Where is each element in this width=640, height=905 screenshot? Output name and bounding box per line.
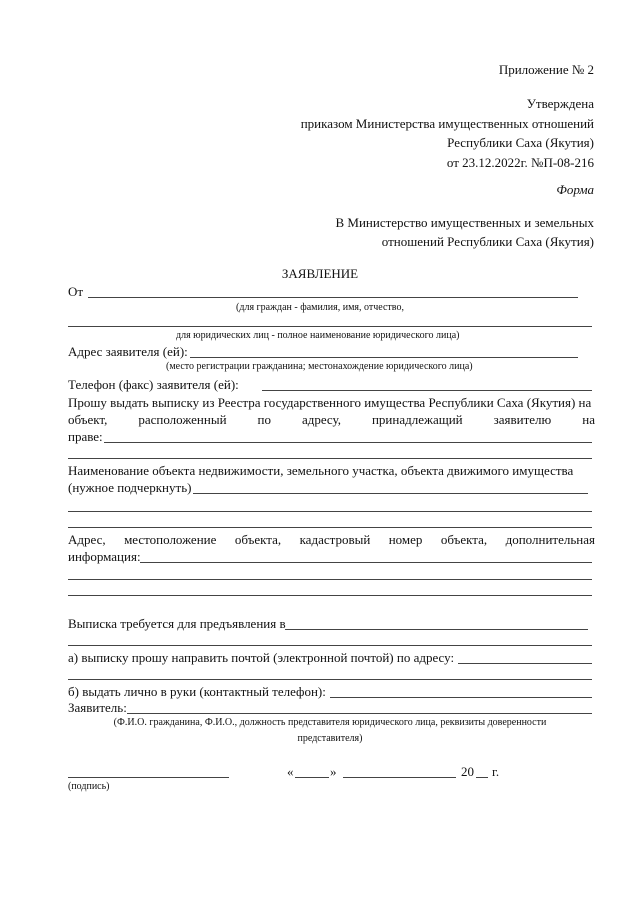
request-word: по: [257, 412, 271, 427]
option-b-label: б) выдать лично в руки (контактный телефон):: [68, 684, 326, 699]
right-field-line-2[interactable]: [68, 458, 592, 459]
applicant-field-line[interactable]: [127, 713, 592, 714]
request-word: заявителю: [493, 412, 552, 427]
from-hint-2: для юридических лиц - полное наименование юридического лица): [176, 330, 460, 341]
approval-line: Утверждена: [526, 96, 594, 111]
approval-block: [301, 94, 594, 172]
option-a-field-line[interactable]: [458, 663, 592, 664]
signature-line[interactable]: [68, 777, 229, 778]
document-title: ЗАЯВЛЕНИЕ: [281, 266, 359, 281]
option-a-field-line-2[interactable]: [68, 679, 592, 680]
from-hint: (для граждан - фамилия, имя, отчество,: [236, 302, 404, 313]
request-line-2: [68, 412, 595, 428]
phone-field-line[interactable]: [262, 390, 592, 391]
address-field-line[interactable]: [190, 357, 578, 358]
addressee-line: В Министерство имущественных и земельных: [335, 215, 594, 230]
approval-line: Республики Саха (Якутия): [447, 135, 594, 150]
date-year-line[interactable]: [476, 777, 488, 778]
from-field-line[interactable]: [88, 297, 578, 298]
info-field-line-3[interactable]: [68, 595, 592, 596]
request-word: объект,: [68, 412, 108, 427]
addressee-line: отношений Республики Саха (Якутия): [381, 234, 594, 249]
from-label: От: [68, 284, 84, 299]
phone-label: Телефон (факс) заявителя (ей):: [68, 377, 239, 392]
applicant-hint-1: (Ф.И.О. гражданина, Ф.И.О., должность представителя юридического лица, реквизиты доверенности: [113, 717, 547, 728]
option-b-field-line[interactable]: [330, 697, 592, 698]
info-label: информация:: [68, 549, 141, 564]
object-field-line[interactable]: [193, 493, 588, 494]
signature-hint: (подпись): [68, 781, 110, 792]
date-quote-open: «: [287, 764, 294, 779]
addr-word: Адрес,: [68, 532, 106, 547]
address-hint: (место регистрации гражданина; местонахождение юридического лица): [166, 361, 473, 372]
addressee-block: [335, 213, 594, 251]
addr-word: объекта,: [440, 532, 488, 547]
purpose-label: Выписка требуется для предъявления в: [68, 616, 286, 631]
applicant-hint-2: представителя): [297, 733, 363, 744]
right-label: праве:: [68, 429, 103, 444]
date-quote-close: »: [330, 764, 337, 779]
addr-word: кадастровый: [299, 532, 371, 547]
info-field-line-2[interactable]: [68, 579, 592, 580]
request-line-1: Прошу выдать выписку из Реестра государственного имущества Республики Саха (Якутия) на: [68, 395, 592, 410]
purpose-field-line-2[interactable]: [68, 645, 592, 646]
address-label: Адрес заявителя (ей):: [68, 344, 188, 359]
appendix-number: Приложение № 2: [498, 62, 594, 77]
purpose-field-line[interactable]: [285, 629, 588, 630]
object-field-line-2[interactable]: [68, 511, 592, 512]
right-field-line[interactable]: [104, 442, 592, 443]
request-word: адресу,: [301, 412, 341, 427]
request-word: принадлежащий: [371, 412, 463, 427]
date-month-line[interactable]: [343, 777, 456, 778]
approval-line: от 23.12.2022г. №П-08-216: [446, 154, 594, 170]
request-word: расположенный: [138, 412, 227, 427]
option-a-label: а) выписку прошу направить почтой (электронной почтой) по адресу:: [68, 650, 455, 665]
from-field-line-2[interactable]: [68, 326, 592, 327]
date-day-line[interactable]: [295, 777, 329, 778]
addr-word: номер: [388, 532, 423, 547]
object-line-2: (нужное подчеркнуть): [68, 480, 192, 495]
addr-line-1: [68, 532, 595, 548]
form-label: Форма: [556, 182, 594, 197]
object-line-1: Наименование объекта недвижимости, земельного участка, объекта движимого имущества: [68, 463, 574, 478]
year-suffix: г.: [492, 764, 500, 779]
addr-word: дополнительная: [505, 532, 595, 547]
info-field-line[interactable]: [140, 562, 592, 563]
year-prefix: 20: [461, 764, 474, 779]
addr-word: объекта,: [234, 532, 282, 547]
addr-word: местоположение: [124, 532, 217, 547]
object-field-line-3[interactable]: [68, 527, 592, 528]
request-word: на: [582, 412, 595, 427]
approval-line: приказом Министерства имущественных отношений: [300, 115, 594, 131]
applicant-label: Заявитель:: [68, 700, 127, 715]
